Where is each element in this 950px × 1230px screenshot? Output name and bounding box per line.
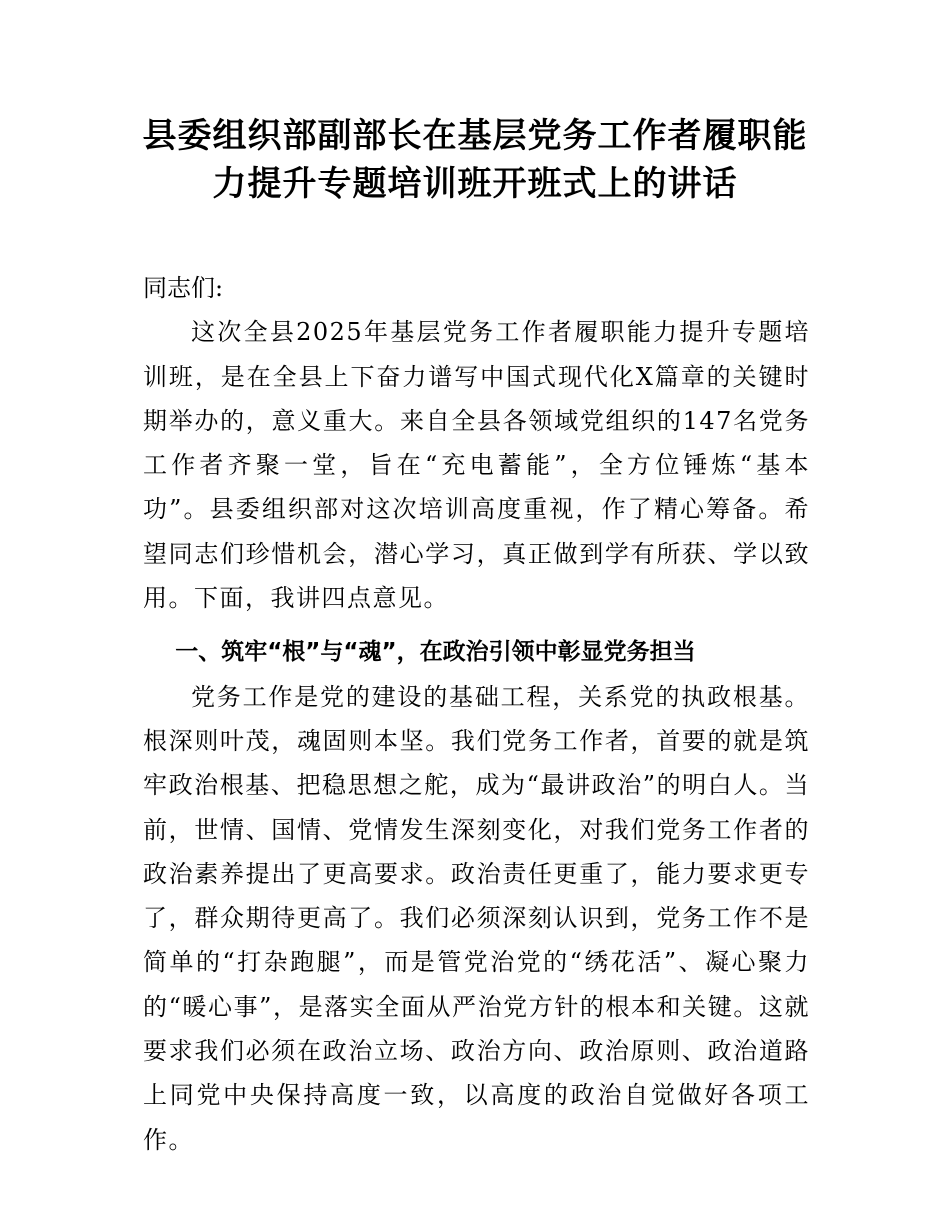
title-line-1: 县委组织部副部长在基层党务工作者履职能 — [142, 116, 808, 156]
section-1-paragraph: 党务工作是党的建设的基础工程，关系党的执政根基。根深则叶茂，魂固则本坚。我们党务工作者，首要的就是筑牢政治根基、把稳思想之舵，成为“最讲政治”的明白人。当前，世情、国情、党情发生深刻变化，对我们党务工作者的政治素养提出了更高要求。政治责任更重了，能力要求更专了，群众期待更高了。我们必须深刻认识到，党务工作不是简单的“打杂跑腿”，而是管党治党的“绣花活”、凝心聚力的“暖心事”，是落实全面从严治党方针的根本和关键。这就要求我们必须在政治立场、政治方向、政治原则、政治道路上同党中央保持高度一致，以高度的政治自觉做好各项工作。 — [143, 682, 810, 1154]
document-body — [143, 266, 810, 1172]
document-title — [100, 112, 850, 208]
salutation: 同志们: — [143, 274, 224, 302]
intro-paragraph: 这次全县2025年基层党务工作者履职能力提升专题培训班，是在全县上下奋力谱写中国式现代化X篇章的关键时期举办的，意义重大。来自全县各领域党组织的147名党务工作者齐聚一堂，旨在“充电蓄能”，全方位锤炼“基本功”。县委组织部对这次培训高度重视，作了精心筹备。希望同志们珍惜机会，潜心学习，真正做到学有所获、学以致用。下面，我讲四点意见。 — [143, 318, 810, 613]
title-line-2: 力提升专题培训班开班式上的讲话 — [212, 164, 738, 204]
section-1-heading: 一、筑牢“根”与“魂”，在政治引领中彰显党务担当 — [175, 639, 696, 666]
